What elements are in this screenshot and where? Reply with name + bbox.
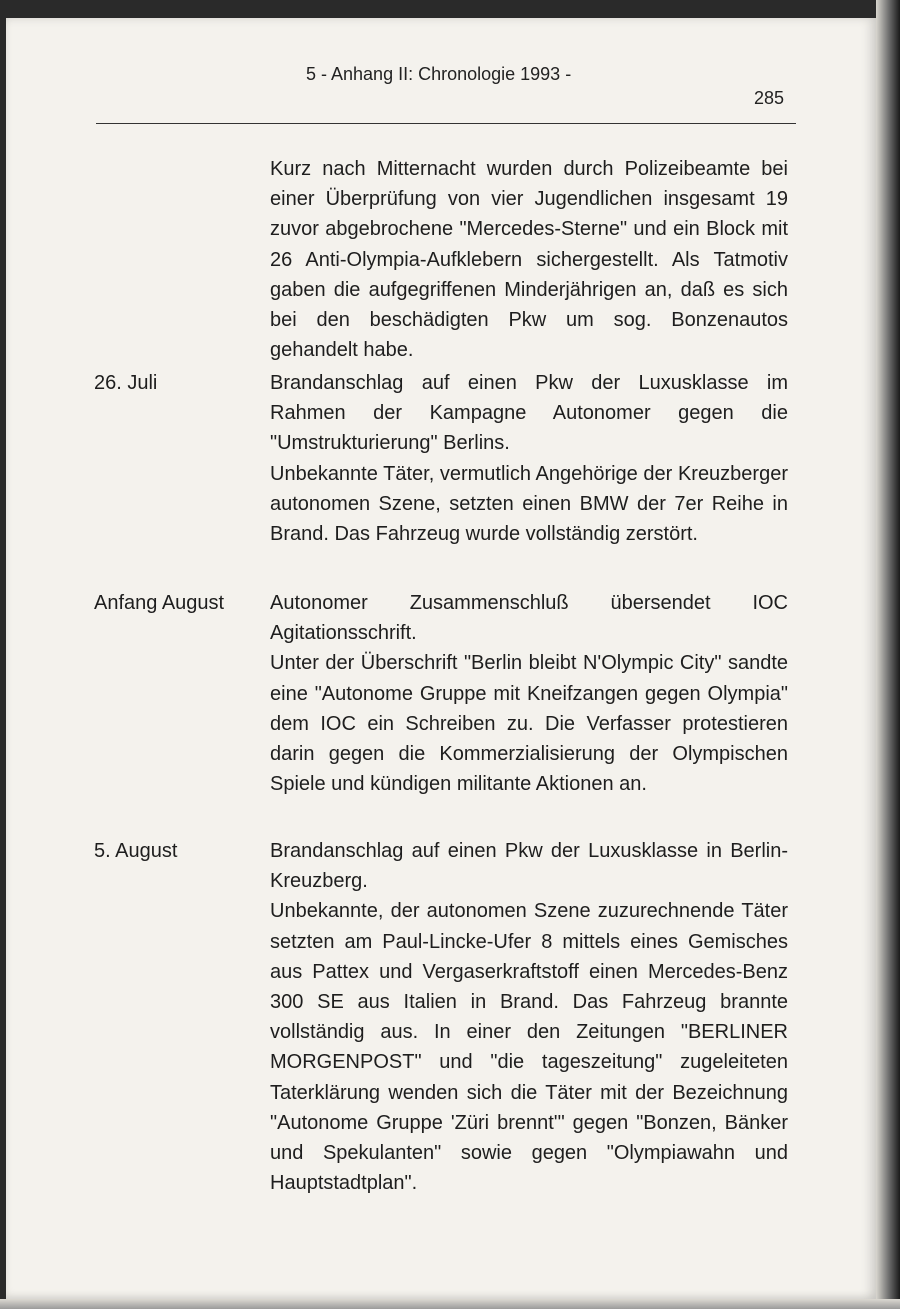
entry-text (270, 588, 788, 799)
entry-paragraph: Brandanschlag auf einen Pkw der Luxusklasse im Rahmen der Kampagne Autonomer gegen die "Umstrukturierung" Berlins. (270, 372, 788, 455)
page-number: 285 (754, 88, 785, 108)
page-bottom-edge (0, 1299, 900, 1309)
entry-paragraph: Unter der Überschrift "Berlin bleibt N'Olympic City" sandte eine "Autonome Gruppe mit Kneifzangen gegen Olympia" dem IOC ein Schreiben zu. Die Verfasser protestieren darin gegen die Kommerzialisierung der Olympischen Spiele und kündigen militante Aktionen an. (270, 652, 788, 796)
entry-date: Anfang August (94, 592, 225, 614)
entry-date: 5. August (94, 840, 178, 862)
entry-paragraph: Brandanschlag auf einen Pkw der Luxusklasse in Berlin-Kreuzberg. (270, 840, 788, 893)
entry-date: 26. Juli (94, 372, 158, 394)
entry-text (270, 368, 788, 549)
running-head: 5 - Anhang II: Chronologie 1993 - (306, 64, 572, 84)
entry-paragraph: Unbekannte, der autonomen Szene zuzurechnende Täter setzten am Paul-Lincke-Ufer 8 mittels eines Gemisches aus Pattex und Vergaserkraftstoff einen Mercedes-Benz 300 SE aus Italien in Brand. Das Fahrzeug brannte vollständig aus. In einer den Zeitungen "BERLINER MORGENPOST" und "die tageszeitung" zugeleiteten Taterklärung wenden sich die Täter mit der Bezeichnung "Autonome Gruppe 'Züri brennt'" gegen "Bonzen, Bänker und Spekulanten" sowie gegen "Olympiawahn und Hauptstadtplan". (270, 900, 788, 1195)
book-spine-shadow (876, 0, 900, 1309)
header-rule (96, 123, 796, 124)
document-page (6, 18, 876, 1300)
entry-paragraph: Kurz nach Mitternacht wurden durch Polizeibeamte bei einer Überprüfung von vier Jugendlichen insgesamt 19 zuvor abgebrochene "Mercedes-Sterne" und ein Block mit 26 Anti-Olympia-Aufklebern sichergestellt. Als Tatmotiv gaben die aufgegriffenen Minderjährigen an, daß es sich bei den beschädigten Pkw um sog. Bonzenautos gehandelt habe. (270, 158, 788, 362)
entry-paragraph: Unbekannte Täter, vermutlich Angehörige der Kreuzberger autonomen Szene, setzten einen BMW der 7er Reihe in Brand. Das Fahrzeug wurde vollständig zerstört. (270, 462, 788, 546)
entry-text (270, 154, 788, 365)
entry-text (270, 836, 788, 1198)
entry-paragraph: Autonomer Zusammenschluß übersendet IOC Agitationsschrift. (270, 592, 788, 645)
